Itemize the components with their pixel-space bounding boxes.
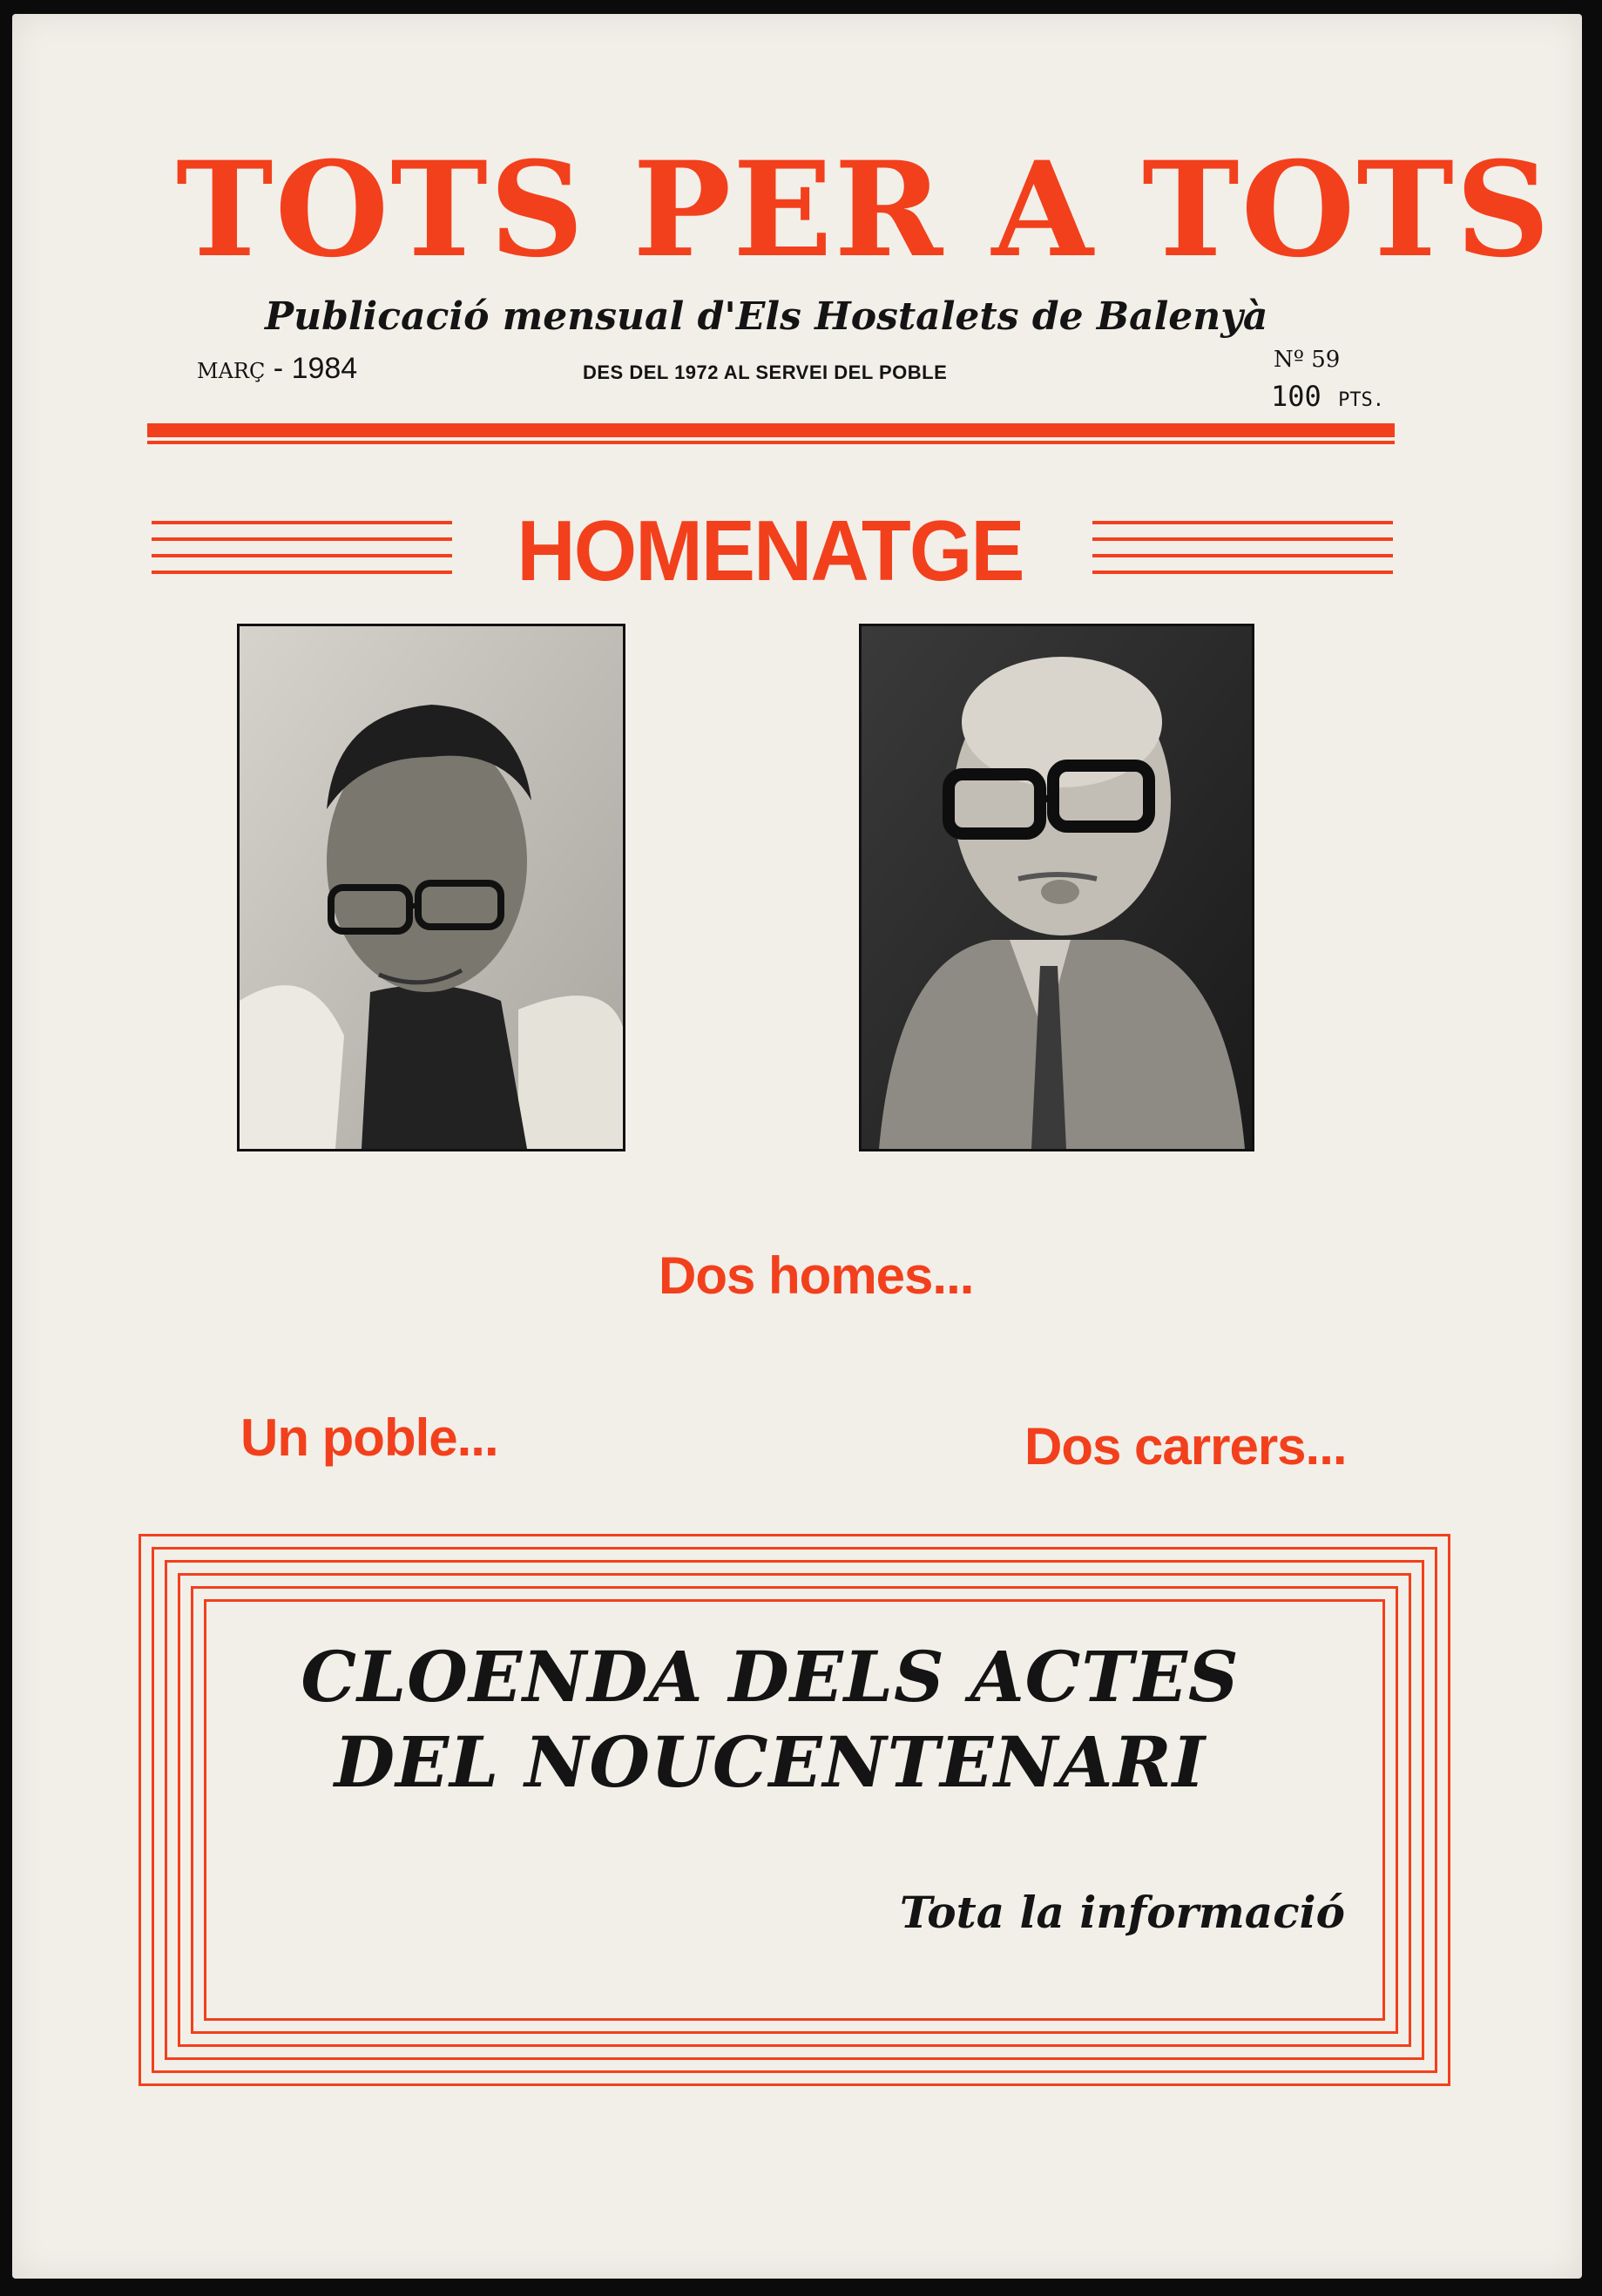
masthead-subtitle: Publicació mensual d'Els Hostalets de Balenyà — [265, 294, 1268, 339]
heading-lines-right — [1092, 521, 1393, 587]
heading-lines-left — [152, 521, 452, 587]
headline: HOMENATGE — [517, 503, 1024, 598]
price-unit: PTS. — [1338, 389, 1385, 411]
issue-date — [197, 352, 357, 386]
box-title — [221, 1634, 1319, 1805]
price-value: 100 — [1271, 380, 1321, 413]
issue-month: MARÇ — [197, 359, 266, 383]
masthead-rule-thin — [147, 441, 1395, 444]
issue-number: Nº 59 — [1274, 347, 1341, 373]
caption-dos-carrers: Dos carrers... — [1024, 1417, 1347, 1476]
portrait-photo-right — [859, 624, 1254, 1151]
portrait-photo-left — [237, 624, 625, 1151]
masthead-tagline: DES DEL 1972 AL SERVEI DEL POBLE — [583, 361, 948, 383]
caption-dos-homes: Dos homes... — [659, 1246, 974, 1305]
magazine-cover — [12, 14, 1582, 2279]
masthead-rule-thick — [147, 423, 1395, 437]
caption-un-poble: Un poble... — [240, 1408, 498, 1467]
box-subtitle: Tota la informació — [899, 1887, 1345, 1938]
issue-price — [1271, 380, 1384, 413]
issue-year: - 1984 — [273, 352, 358, 385]
box-title-line1: CLOENDA DELS ACTES — [301, 1636, 1240, 1718]
masthead-title: TOTS PER A TOTS — [176, 133, 1552, 287]
box-title-line2: DEL NOUCENTENARI — [334, 1721, 1207, 1803]
